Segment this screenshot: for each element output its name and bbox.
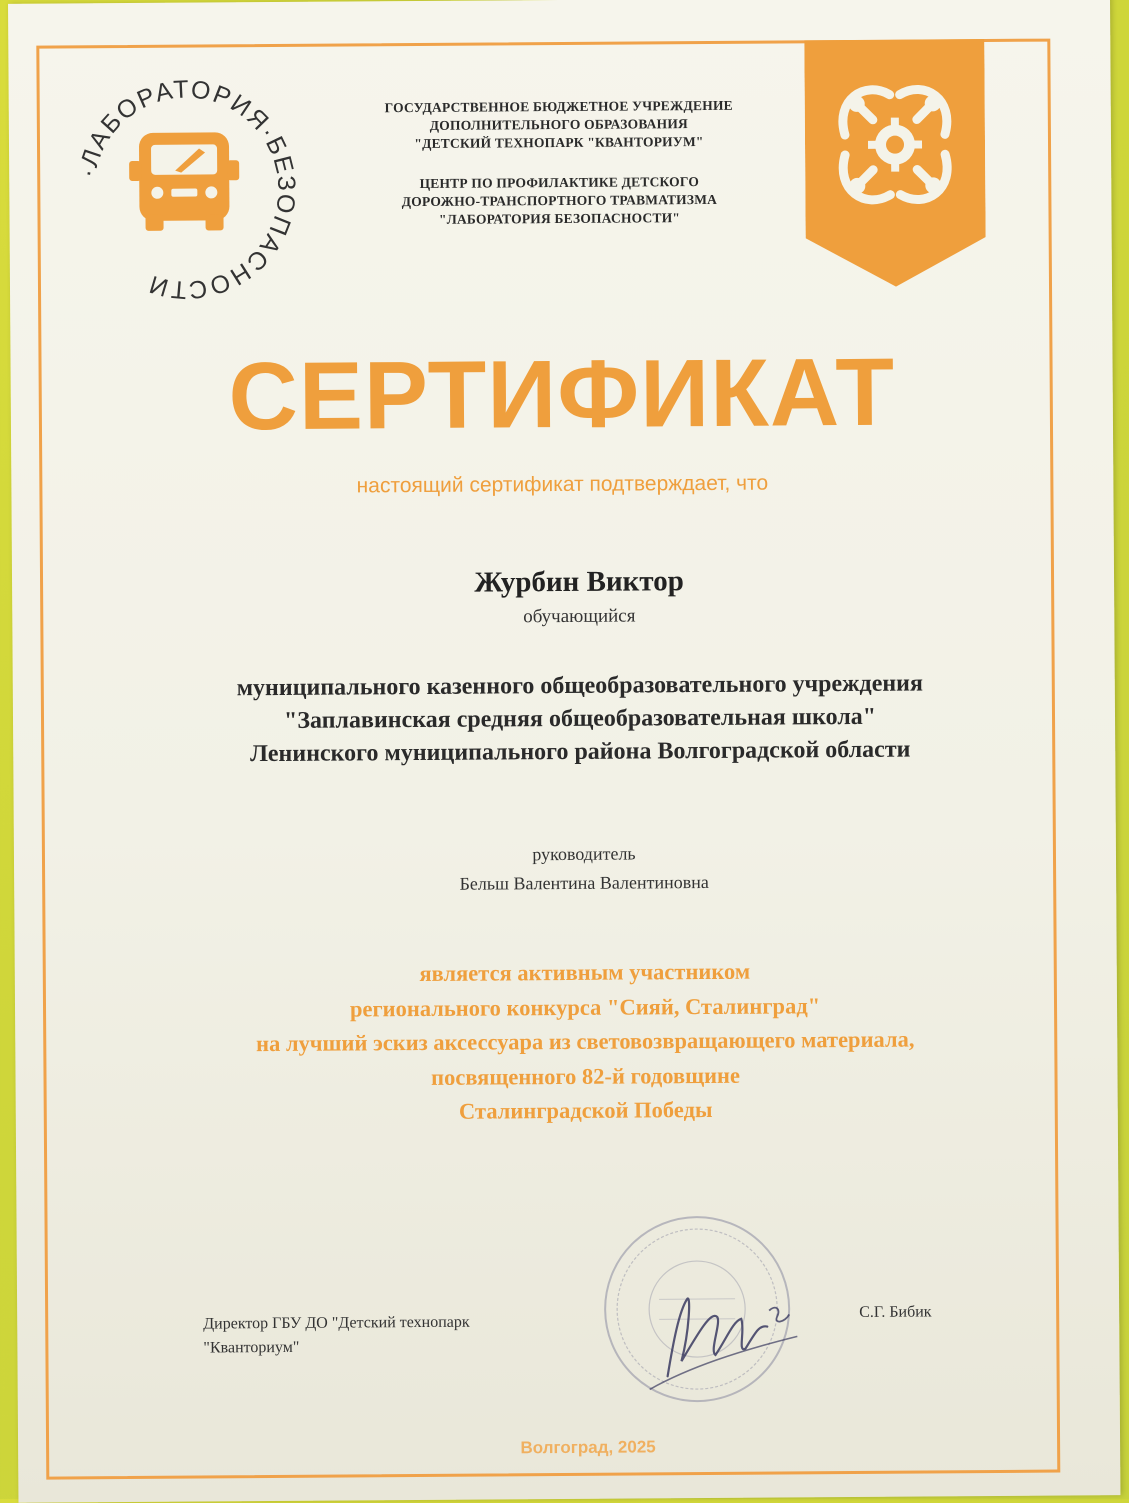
recipient-name: Журбин Виктор [474,565,684,599]
school-line: "Заплавинская средняя общеобразовательная школа" [283,703,877,734]
logo-ring-text: ·ЛАБОРАТОРИЯ·БЕЗОПАСНОСТИ [73,75,301,304]
school-line: Ленинского муниципального района Волгоградской области [250,736,911,768]
org-line: "ДЕТСКИЙ ТЕХНОПАРК "КВАНТОРИУМ" [414,133,704,152]
center-line: ЦЕНТР ПО ПРОФИЛАКТИКЕ ДЕТСКОГО [419,174,700,191]
center-line: "ЛАБОРАТОРИЯ БЕЗОПАСНОСТИ" [438,210,681,227]
signatory-role-line: "Кванториум" [203,1338,300,1357]
achievement-line: является активным участником [419,958,751,986]
certificate-subtitle: настоящий сертификат подтверждает, что [356,471,769,498]
laboratory-safety-logo [71,74,303,306]
minibus-icon [129,132,240,231]
achievement-line: регионального конкурса "Сияй, Сталинград" [349,992,821,1021]
leader-label: руководитель [532,843,636,865]
achievement-text [15,952,1129,1132]
leader-name: Бельш Валентина Валентиновна [459,871,709,894]
org-line: ДОПОЛНИТЕЛЬНОГО ОБРАЗОВАНИЯ [429,116,688,133]
signatory-name: С.Г. Бибик [859,1303,932,1321]
org-line: ГОСУДАРСТВЕННОЕ БЮДЖЕТНОЕ УЧРЕЖДЕНИЕ [384,97,733,116]
recipient-role: обучающийся [523,605,636,628]
achievement-line: посвященного 82-й годовщине [430,1062,741,1090]
school-info [13,666,1129,773]
signatory-role [203,1310,583,1361]
handwritten-signature [629,1270,810,1401]
kvantorium-badge [804,39,986,287]
school-line: муниципального казенного общеобразовательного учреждения [236,670,924,702]
achievement-line: на лучший эскиз аксессуара из световозвращающего материала, [256,1026,915,1057]
center-line: ДОРОЖНО-ТРАНСПОРТНОГО ТРАВМАТИЗМА [401,191,718,210]
achievement-line: Сталинградской Победы [458,1096,713,1124]
signatory-role-line: Директор ГБУ ДО "Детский технопарк [203,1313,470,1333]
certificate-title: СЕРТИФИКАТ [228,338,896,451]
organization-header [309,96,810,229]
place-and-year: Волгоград, 2025 [520,1437,656,1458]
certificate-paper [8,0,1120,1503]
